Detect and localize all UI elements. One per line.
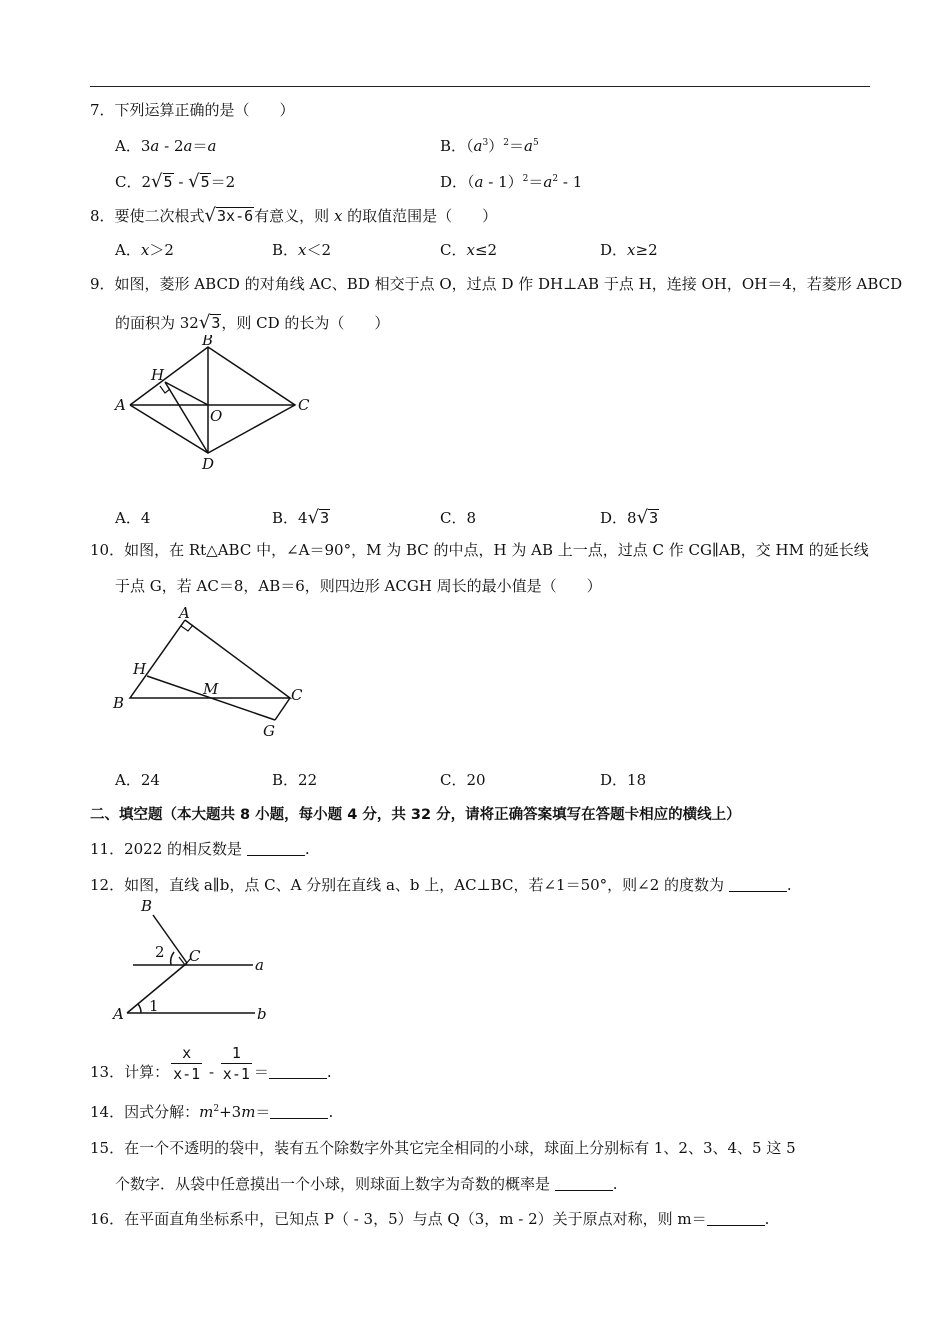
q8-option-c: C．x≤2 bbox=[440, 241, 498, 259]
q16-answer-blank[interactable] bbox=[707, 1211, 765, 1226]
q8-option-a: A．x＞2 bbox=[115, 241, 174, 259]
q16: 16．在平面直角坐标系中，已知点 P（ - 3，5）与点 Q（3，m - 2）关于原点对称，则 m＝ . bbox=[90, 1210, 770, 1228]
label-c: C bbox=[189, 947, 201, 965]
q12-parallel-lines-figure bbox=[105, 895, 285, 1030]
q15-answer-blank[interactable] bbox=[555, 1176, 613, 1191]
q14-answer-blank[interactable] bbox=[270, 1104, 328, 1119]
q7-stem: 7．下列运算正确的是（ ） bbox=[90, 101, 295, 119]
label-angle-2: 2 bbox=[155, 943, 165, 961]
q13-answer-blank[interactable] bbox=[269, 1064, 327, 1079]
label-c: C bbox=[298, 396, 310, 414]
q12-answer-blank[interactable] bbox=[729, 877, 787, 892]
q7-option-d: D．$(a - 1)^2=a^2 - 1$ bbox=[440, 173, 583, 191]
angle-1-arc bbox=[138, 1004, 141, 1013]
q7-option-a: A．3a - 2a＝a bbox=[115, 137, 217, 155]
q13: 13．计算： $\frac{x}{x-1}$ - $\frac{1}{x-1}$ ＝ . bbox=[90, 1043, 332, 1083]
label-b: B bbox=[202, 335, 214, 349]
q15-line2: 个数字．从袋中任意摸出一个小球，则球面上数字为奇数的概率是 . bbox=[115, 1175, 618, 1193]
q9-option-d: D．8√3 bbox=[600, 507, 659, 528]
label-o: O bbox=[210, 407, 223, 425]
label-angle-1: 1 bbox=[149, 997, 159, 1015]
q9-option-c: C．8 bbox=[440, 509, 477, 527]
label-a: A bbox=[115, 396, 126, 414]
q10-option-b: B．22 bbox=[272, 771, 318, 789]
right-angle-mark bbox=[181, 625, 193, 631]
q7-option-c: C．2√5 - √5＝2 bbox=[115, 171, 236, 192]
q10-option-a: A．24 bbox=[115, 771, 160, 789]
q14: 14．因式分解：$m^2+3m=$ . bbox=[90, 1103, 334, 1121]
label-m: M bbox=[203, 680, 219, 698]
q12: 12．如图，直线 a∥b，点 C、A 分别在直线 a、b 上，AC⊥BC，若∠1＝50°，则∠2 的度数为 . bbox=[90, 876, 792, 894]
q15-line1: 15．在一个不透明的袋中，装有五个除数字外其它完全相同的小球，球面上分别标有 1、2、3、4、5 这 5 bbox=[90, 1139, 796, 1157]
label-a: A bbox=[179, 604, 190, 622]
label-a-point: A bbox=[113, 1005, 124, 1023]
label-b: B bbox=[113, 694, 125, 712]
q7-option-b: B．$(a^3)^2=a^5$ bbox=[440, 137, 539, 155]
q10-option-d: D．18 bbox=[600, 771, 647, 789]
q9-option-a: A．4 bbox=[115, 509, 151, 527]
label-d: D bbox=[202, 455, 215, 473]
label-h: H bbox=[133, 660, 147, 678]
header-rule bbox=[90, 86, 870, 87]
q8-stem: 8．要使二次根式√3x-6有意义，则 x 的取值范围是（ ） bbox=[90, 205, 498, 226]
q10-option-c: C．20 bbox=[440, 771, 486, 789]
label-line-b: b bbox=[257, 1005, 267, 1023]
q11: 11．2022 的相反数是 . bbox=[90, 840, 310, 858]
rhombus-outline bbox=[130, 347, 295, 453]
q9-rhombus-figure bbox=[105, 335, 315, 475]
q9-option-b: B．4√3 bbox=[272, 507, 330, 528]
label-line-a: a bbox=[255, 956, 264, 974]
angle-2-arc bbox=[171, 952, 174, 965]
q11-answer-blank[interactable] bbox=[247, 841, 305, 856]
segment-cg bbox=[275, 698, 290, 720]
section-fill-in-heading: 二、填空题（本大题共 8 小题，每小题 4 分，共 32 分，请将正确答案填写在答题卡相应的横线上） bbox=[90, 807, 741, 823]
q10-triangle-figure bbox=[105, 600, 315, 745]
q10-stem-line2: 于点 G，若 AC＝8，AB＝6，则四边形 ACGH 周长的最小值是（ ） bbox=[115, 577, 602, 595]
q10-stem-line1: 10．如图，在 Rt△ABC 中，∠A＝90°，M 为 BC 的中点，H 为 AB 上一点，过点 C 作 CG∥AB，交 HM 的延长线 bbox=[90, 541, 869, 559]
label-h: H bbox=[151, 366, 165, 384]
label-c: C bbox=[291, 686, 303, 704]
label-g: G bbox=[263, 722, 275, 740]
q8-option-b: B．x＜2 bbox=[272, 241, 332, 259]
fraction-1: $\frac{x}{x-1}$ bbox=[173, 1043, 201, 1083]
q8-option-d: D．x≥2 bbox=[600, 241, 658, 259]
q9-stem-line2: 的面积为 32√3，则 CD 的长为（ ） bbox=[115, 312, 390, 333]
label-b: B bbox=[141, 897, 153, 915]
fraction-2: $\frac{1}{x-1}$ bbox=[222, 1043, 250, 1083]
q9-stem-line1: 9．如图，菱形 ABCD 的对角线 AC、BD 相交于点 O，过点 D 作 DH⊥AB 于点 H，连接 OH，OH＝4，若菱形 ABCD bbox=[90, 275, 903, 293]
